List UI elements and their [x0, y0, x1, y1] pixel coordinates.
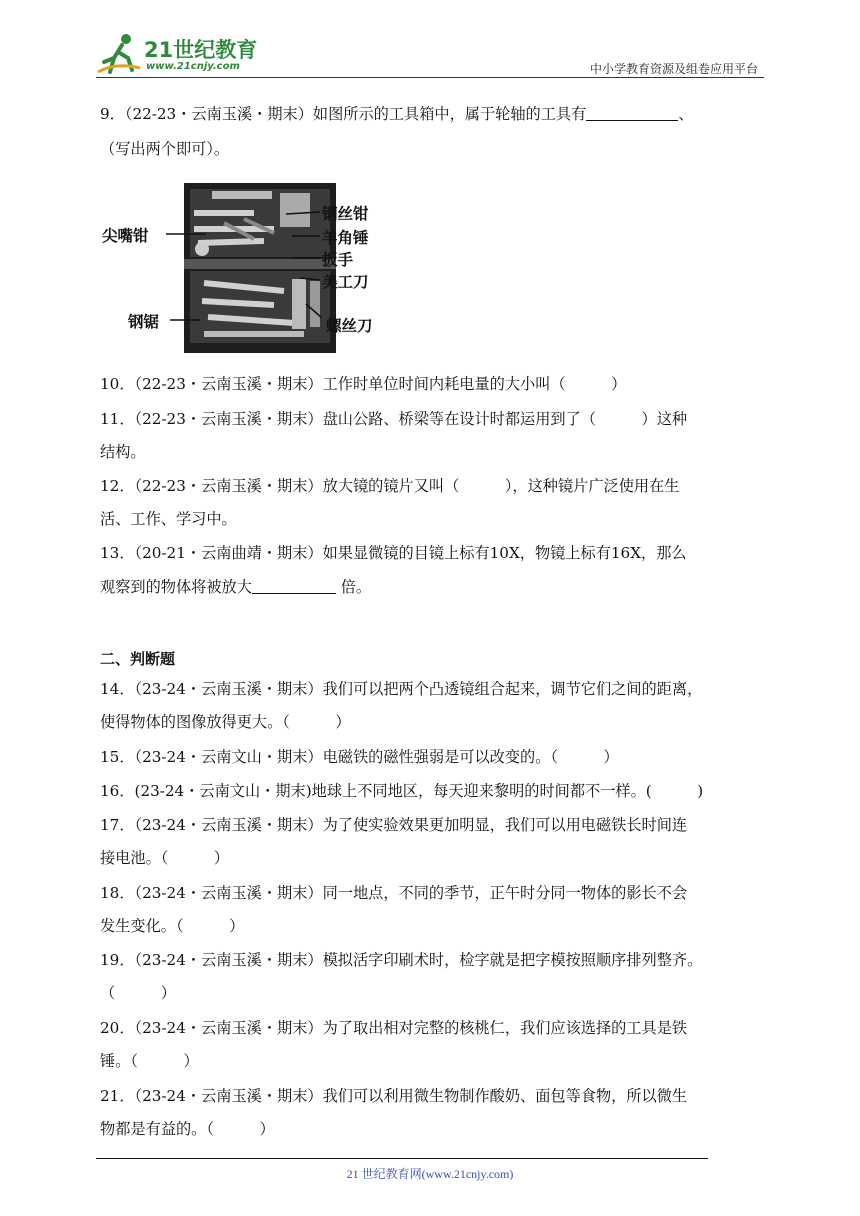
footer-link[interactable]: 21 世纪教育网(www.21cnjy.com)	[346, 1167, 514, 1181]
question-15: 15．（23-24・云南文山・期末）电磁铁的磁性强弱是可以改变的。（ ）	[100, 748, 619, 766]
toolbox-figure	[96, 178, 396, 358]
answer-blank[interactable]	[252, 576, 336, 594]
question-9	[100, 98, 764, 131]
question-11-line2: 结构。	[100, 443, 146, 461]
runner-logo-icon	[96, 32, 142, 76]
question-21: 21．（23-24・云南玉溪・期末）我们可以利用微生物制作酸奶、面包等食物，所以微生	[100, 1087, 688, 1105]
site-logo	[96, 30, 266, 78]
question-10: 10．（22-23・云南玉溪・期末）工作时单位时间内耗电量的大小叫（ ）	[100, 375, 627, 393]
label-wire-pliers: 钢丝钳	[322, 205, 369, 223]
question-21-line2: 物都是有益的。（ ）	[100, 1120, 275, 1138]
label-screwdriver: 螺丝刀	[326, 317, 373, 335]
question-14: 14．（23-24・云南玉溪・期末）我们可以把两个凸透镜组合起来，调节它们之间的距离，	[100, 680, 703, 698]
question-13-tail: 倍。	[335, 578, 372, 596]
question-13-text: 观察到的物体将被放大	[100, 578, 252, 596]
label-needle-nose-pliers: 尖嘴钳	[102, 227, 149, 245]
question-11: 11．（22-23・云南玉溪・期末）盘山公路、桥梁等在设计时都运用到了（ ）这种	[100, 410, 688, 428]
question-9-tail: 、	[678, 105, 694, 123]
question-19-line2: （ ）	[100, 984, 176, 1002]
question-13-line2	[100, 571, 764, 604]
page-header	[96, 30, 764, 78]
question-18: 18．（23-24・云南玉溪・期末）同一地点，不同的季节，正午时分同一物体的影长不会	[100, 884, 688, 902]
question-14-line2: 使得物体的图像放得更大。（ ）	[100, 713, 351, 731]
label-claw-hammer: 羊角锤	[322, 229, 369, 247]
question-19: 19．（23-24・云南玉溪・期末）模拟活字印刷术时，检字就是把字模按照顺序排列整齐。	[100, 951, 703, 969]
header-divider	[96, 77, 764, 78]
footer-divider	[96, 1158, 708, 1159]
question-18-line2: 发生变化。（ ）	[100, 917, 245, 935]
answer-blank[interactable]	[586, 103, 678, 121]
logo-url: www.21cnjy.com	[146, 61, 240, 72]
question-17: 17．（23-24・云南玉溪・期末）为了使实验效果更加明显，我们可以用电磁铁长时间连	[100, 816, 688, 834]
logo-title: 21世纪教育	[144, 38, 258, 62]
question-9-text: 9．（22-23・云南玉溪・期末）如图所示的工具箱中，属于轮轴的工具有	[100, 105, 587, 123]
question-20-line2: 锤。（ ）	[100, 1052, 199, 1070]
question-9-line2: （写出两个即可）。	[100, 140, 230, 158]
section-heading: 二、判断题	[100, 650, 176, 668]
platform-title: 中小学教育资源及组卷应用平台	[589, 62, 758, 76]
question-17-line2: 接电池。（ ）	[100, 849, 230, 867]
question-16: 16．(23-24・云南文山・期末)地球上不同地区，每天迎来黎明的时间都不一样。( )	[100, 782, 704, 800]
question-20: 20．（23-24・云南玉溪・期末）为了取出相对完整的核桃仁，我们应该选择的工具是铁	[100, 1019, 688, 1037]
question-12-line2: 活、工作、学习中。	[100, 510, 237, 528]
question-12: 12．（22-23・云南玉溪・期末）放大镜的镜片又叫（ ），这种镜片广泛使用在生	[100, 477, 680, 495]
label-wrench: 扳手	[322, 251, 354, 269]
question-13: 13．（20-21・云南曲靖・期末）如果显微镜的目镜上标有10X，物镜上标有16X，那么	[100, 544, 687, 562]
label-utility-knife: 美工刀	[322, 273, 369, 291]
label-hacksaw: 钢锯	[128, 313, 160, 331]
